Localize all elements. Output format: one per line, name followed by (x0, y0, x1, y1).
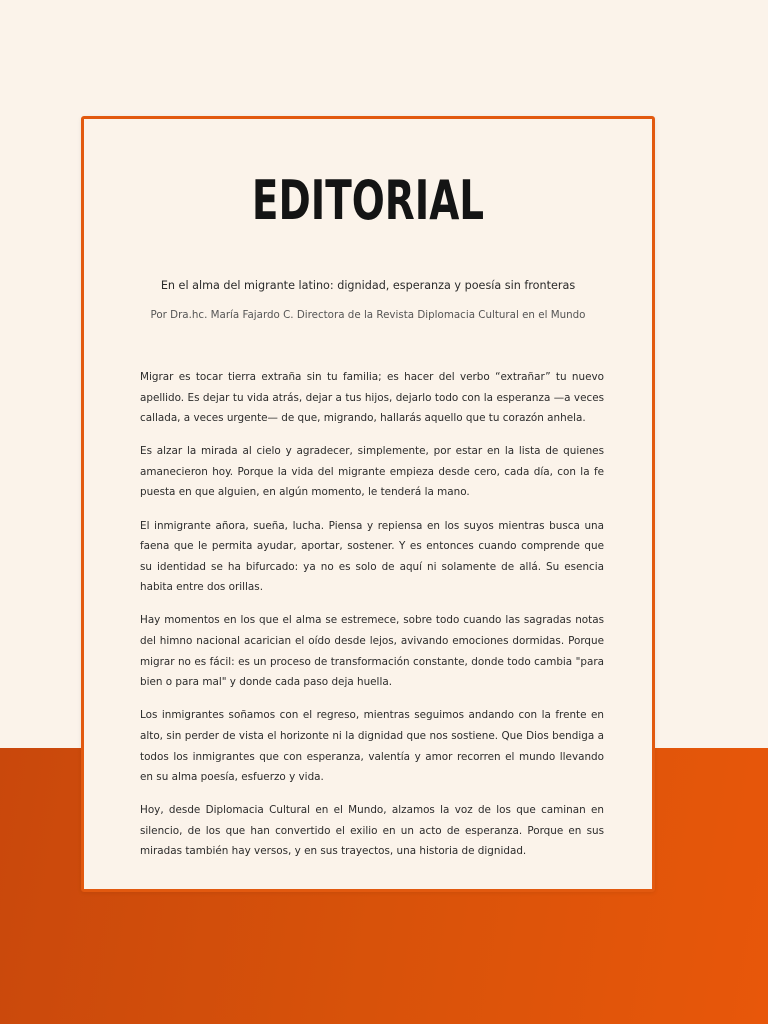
paragraph: El inmigrante añora, sueña, lucha. Piensa y repiensa en los suyos mientras busca una faena que le permita ayudar, aportar, sostener. Y es entonces cuando comprende que su identidad se ha bifurcado: ya no es solo de aquí ni solamente de allá. Su esencia habita entre dos orillas. (140, 519, 604, 594)
page-title: EDITORIAL (251, 169, 485, 232)
paragraph: Migrar es tocar tierra extraña sin tu familia; es hacer del verbo “extrañar” tu nuevo apellido. Es dejar tu vida atrás, dejar a tus hijos, dejarlo todo con la esperanza —a veces callada, a veces urgente— de que, migrando, hallarás aquello que tu corazón anhela. (140, 371, 604, 425)
paragraph: Hay momentos en los que el alma se estremece, sobre todo cuando las sagradas notas del himno nacional acarician el oído desde lejos, avivando emociones dormidas. Porque migrar no es fácil: es un proceso de transformación constante, donde todo cambia "para bien o para mal" y donde cada paso deja huella. (140, 614, 604, 689)
paragraph: Es alzar la mirada al cielo y agradecer, simplemente, por estar en la lista de quienes amanecieron hoy. Porque la vida del migrante empieza desde cero, cada día, con la fe puesta en que alguien, en algún momento, le tenderá la mano. (140, 445, 604, 499)
editorial-card (81, 116, 655, 892)
article-subtitle: En el alma del migrante latino: dignidad, esperanza y poesía sin fronteras (160, 279, 576, 292)
paragraph: Los inmigrantes soñamos con el regreso, mientras seguimos andando con la frente en alto, sin perder de vista el horizonte ni la dignidad que nos sostiene. Que Dios bendiga a todos los inmigrantes que con esperanza, valentía y amor recorren el mundo llevando en su alma poesía, esfuerzo y vida. (140, 709, 604, 784)
paragraph: Hoy, desde Diplomacia Cultural en el Mundo, alzamos la voz de los que caminan en silencio, de los que han convertido el exilio en un acto de esperanza. Porque en sus miradas también hay versos, y en sus trayectos, una historia de dignidad. (140, 804, 604, 858)
article-body (140, 367, 604, 874)
author-byline: Por Dra.hc. María Fajardo C. Directora de la Revista Diplomacia Cultural en el Mundo (150, 309, 586, 321)
